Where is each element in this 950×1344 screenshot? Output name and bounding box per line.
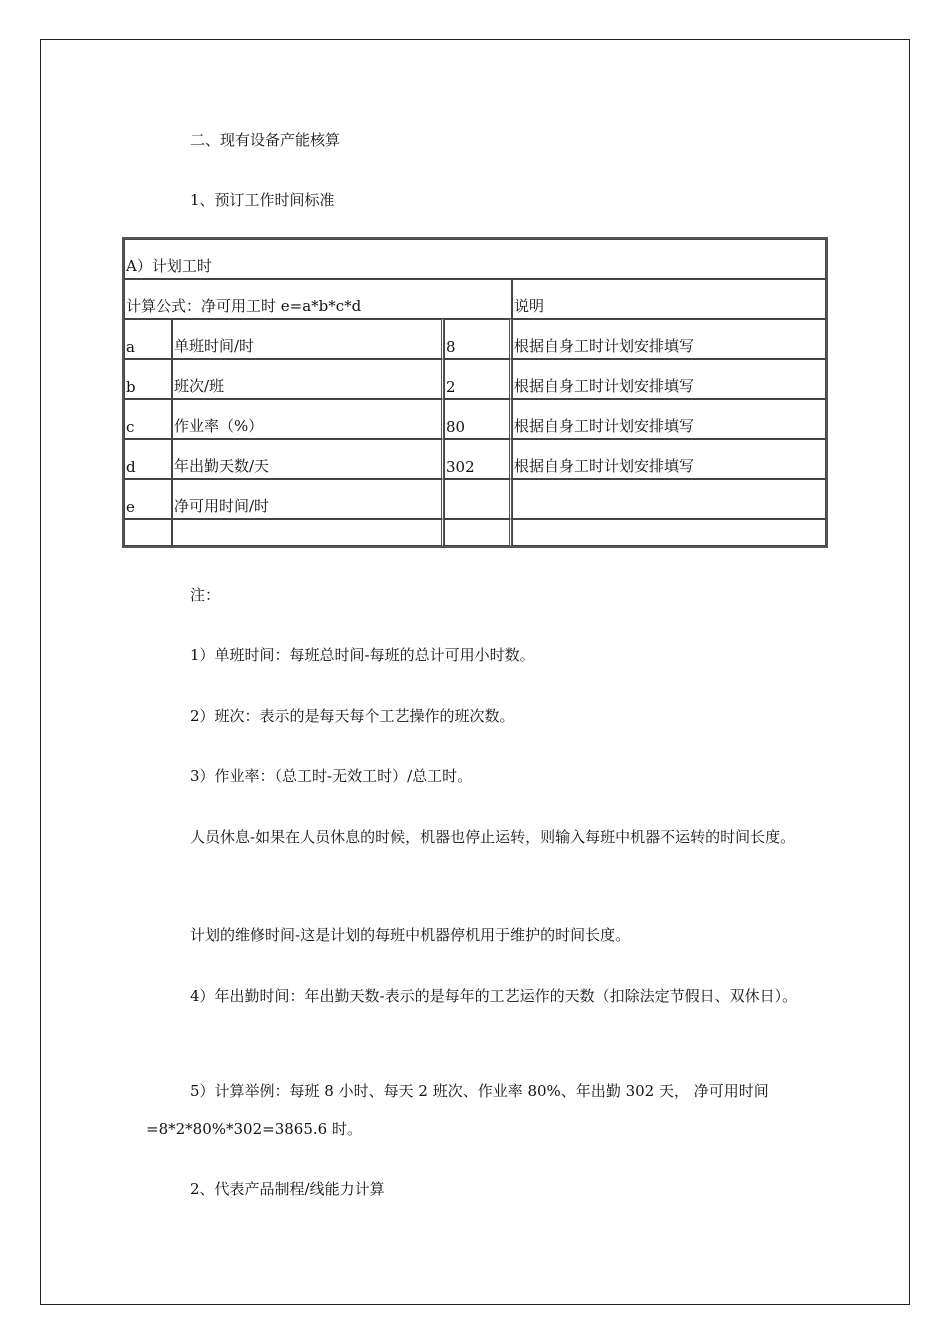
- subsection-heading-2: 2、代表产品制程/线能力计算: [190, 1180, 385, 1198]
- code-cell: [124, 519, 172, 546]
- table-title: A）计划工时: [124, 239, 826, 279]
- note-4: 4）年出勤时间：年出勤天数-表示的是每年的工艺运作的天数（扣除法定节假日、双休日）。: [190, 987, 798, 1005]
- item-cell: 净可用时间/时: [172, 479, 444, 519]
- note-3b: 计划的维修时间-这是计划的每班中机器停机用于维护的时间长度。: [190, 926, 631, 944]
- item-cell: 单班时间/时: [172, 319, 444, 359]
- note-cell: 根据自身工时计划安排填写: [512, 319, 826, 359]
- table-row: [124, 359, 826, 399]
- code-cell: d: [124, 439, 172, 479]
- note-2: 2）班次：表示的是每天每个工艺操作的班次数。: [190, 707, 515, 725]
- subsection-heading-1: 1、预订工作时间标准: [190, 191, 335, 209]
- note-cell: 根据自身工时计划安排填写: [512, 359, 826, 399]
- table-header-row: [124, 279, 826, 319]
- note-cell: [512, 479, 826, 519]
- code-cell: c: [124, 399, 172, 439]
- table-title-row: [124, 239, 826, 279]
- note-header-cell: 说明: [512, 279, 826, 319]
- planned-hours-table: [122, 237, 828, 548]
- notes-label: 注：: [190, 586, 221, 604]
- table-row: [124, 319, 826, 359]
- item-cell: 年出勤天数/天: [172, 439, 444, 479]
- table-row: [124, 399, 826, 439]
- value-cell: 302: [444, 439, 512, 479]
- code-cell: b: [124, 359, 172, 399]
- note-3: 3）作业率：（总工时-无效工时）/总工时。: [190, 767, 473, 785]
- note-cell: [512, 519, 826, 546]
- note-cell: 根据自身工时计划安排填写: [512, 399, 826, 439]
- value-cell: [444, 519, 512, 546]
- item-cell: 班次/班: [172, 359, 444, 399]
- code-cell: e: [124, 479, 172, 519]
- value-cell: [444, 479, 512, 519]
- section-heading: 二、现有设备产能核算: [190, 131, 341, 149]
- table-row: [124, 479, 826, 519]
- value-cell: 80: [444, 399, 512, 439]
- value-cell: 8: [444, 319, 512, 359]
- value-cell: 2: [444, 359, 512, 399]
- item-cell: 作业率（%）: [172, 399, 444, 439]
- table-row: [124, 519, 826, 546]
- code-cell: a: [124, 319, 172, 359]
- note-cell: 根据自身工时计划安排填写: [512, 439, 826, 479]
- item-cell: [172, 519, 444, 546]
- note-3a: 人员休息-如果在人员休息的时候，机器也停止运转，则输入每班中机器不运转的时间长度。: [190, 828, 796, 846]
- note-1: 1）单班时间：每班总时间-每班的总计可用小时数。: [190, 646, 535, 664]
- note-5: 5）计算举例：每班 8 小时、每天 2 班次、作业率 80%、年出勤 302 天， 净可用时间=8*2*80%*302=3865.6 时。: [146, 1082, 769, 1138]
- table-row: [124, 439, 826, 479]
- formula-cell: 计算公式：净可用工时 e=a*b*c*d: [124, 279, 512, 319]
